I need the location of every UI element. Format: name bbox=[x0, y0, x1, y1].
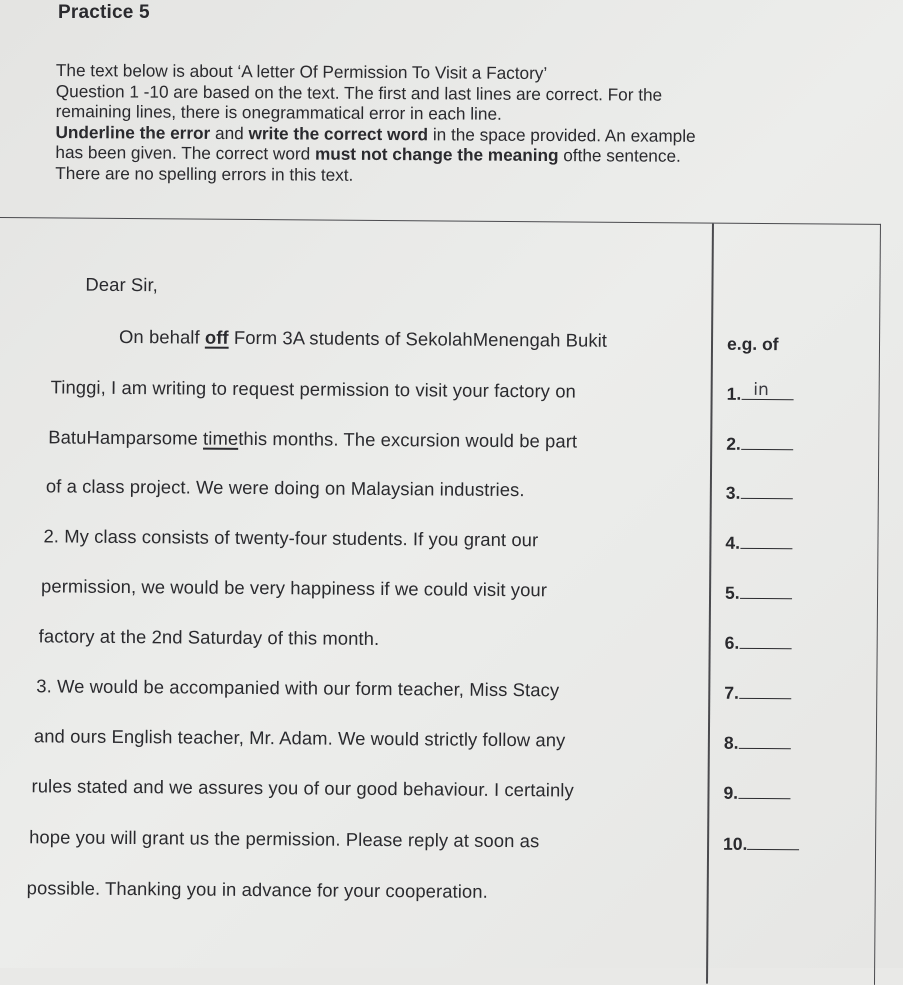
answer-3[interactable] bbox=[726, 483, 793, 505]
letter-line-11: hope you will grant us the permission. Please reply at soon as bbox=[29, 826, 540, 852]
instruction-line-3: remaining lines, there is onegrammatical error in each line. bbox=[55, 101, 502, 124]
underlined-error-word: time bbox=[203, 427, 239, 449]
instruction-underline-error: Underline the error bbox=[55, 121, 211, 143]
instruction-sentence-text: ofthe sentence. bbox=[558, 145, 681, 167]
letter-line-9: and ours English teacher, Mr. Adam. We would strictly follow any bbox=[33, 725, 566, 751]
answer-1-number: 1. bbox=[726, 383, 742, 404]
answer-3-blank[interactable] bbox=[740, 484, 792, 499]
answer-6-blank[interactable] bbox=[739, 634, 791, 649]
answer-10[interactable] bbox=[723, 834, 799, 856]
answer-9-blank[interactable] bbox=[738, 784, 790, 799]
answer-example: e.g. of bbox=[726, 333, 779, 355]
answer-1[interactable] bbox=[726, 379, 794, 406]
instruction-must-not-change: must not change the meaning bbox=[314, 143, 559, 166]
answer-9[interactable] bbox=[723, 783, 790, 805]
instruction-line-6: There are no spelling errors in this text. bbox=[55, 162, 354, 185]
example-error-word: off bbox=[204, 326, 229, 348]
answer-1-blank[interactable] bbox=[741, 379, 793, 401]
letter-line-5: 2. My class consists of twenty-four students. If you grant our bbox=[43, 525, 539, 551]
column-divider bbox=[706, 224, 714, 984]
letter-salutation: Dear Sir, bbox=[85, 273, 159, 296]
answer-8[interactable] bbox=[724, 733, 791, 755]
letter-line-3 bbox=[48, 426, 577, 452]
letter-line-4: of a class project. We were doing on Malaysian industries. bbox=[45, 475, 525, 501]
answer-5-number: 5. bbox=[724, 582, 740, 603]
answer-8-number: 8. bbox=[723, 732, 739, 753]
instruction-line-1: The text below is about ‘A letter Of Permission To Visit a Factory’ bbox=[55, 60, 548, 84]
answer-7-blank[interactable] bbox=[739, 684, 791, 699]
letter-line-1 bbox=[119, 326, 607, 352]
letter-line-12: possible. Thanking you in advance for your cooperation. bbox=[26, 877, 488, 902]
answer-9-number: 9. bbox=[723, 782, 739, 803]
answer-4-number: 4. bbox=[725, 532, 741, 553]
answer-5[interactable] bbox=[725, 583, 792, 605]
answer-3-number: 3. bbox=[725, 482, 741, 503]
answer-4-blank[interactable] bbox=[740, 534, 792, 549]
letter-line-6: permission, we would be very happiness if we could visit your bbox=[41, 575, 548, 601]
answer-10-blank[interactable] bbox=[747, 835, 799, 850]
instructions bbox=[55, 60, 876, 189]
instruction-write-correct-word: write the correct word bbox=[248, 122, 429, 145]
answer-7[interactable] bbox=[724, 683, 791, 705]
letter-line-1-end: Form 3A students of SekolahMenengah Bukit bbox=[228, 326, 608, 351]
letter-line-3-end: this months. The excursion would be part bbox=[238, 427, 578, 452]
answer-8-blank[interactable] bbox=[738, 734, 790, 749]
answer-5-blank[interactable] bbox=[740, 584, 792, 599]
answer-6-number: 6. bbox=[724, 632, 740, 653]
answer-2[interactable] bbox=[726, 434, 793, 456]
letter-line-7: factory at the 2nd Saturday of this month. bbox=[38, 625, 380, 649]
answer-6[interactable] bbox=[725, 633, 792, 655]
answer-2-number: 2. bbox=[726, 433, 741, 454]
instruction-line-2: Question 1 -10 are based on the text. The first and last lines are correct. For the bbox=[55, 80, 663, 105]
page-title: Practice 5 bbox=[58, 2, 150, 23]
letter-line-8: 3. We would be accompanied with our form teacher, Miss Stacy bbox=[36, 675, 560, 701]
answer-2-blank[interactable] bbox=[741, 435, 793, 450]
answer-7-number: 7. bbox=[724, 682, 739, 703]
answer-4[interactable] bbox=[725, 533, 792, 555]
answer-1-handwritten: in bbox=[753, 379, 769, 401]
instruction-and: and bbox=[210, 122, 249, 143]
letter-line-3-start: BatuHamparsome bbox=[48, 426, 204, 449]
letter-line-1-start: On behalf bbox=[118, 325, 206, 348]
letter-line-10: rules stated and we assures you of our good behaviour. I certainly bbox=[31, 775, 574, 801]
instruction-space-provided: in the space provided. An example bbox=[428, 124, 696, 146]
letter-box bbox=[0, 217, 881, 985]
instruction-correct-word-text: has been given. The correct word bbox=[55, 142, 316, 164]
letter-line-2: Tinggi, I am writing to request permission to visit your factory on bbox=[50, 376, 576, 402]
answer-10-number: 10. bbox=[723, 833, 748, 854]
